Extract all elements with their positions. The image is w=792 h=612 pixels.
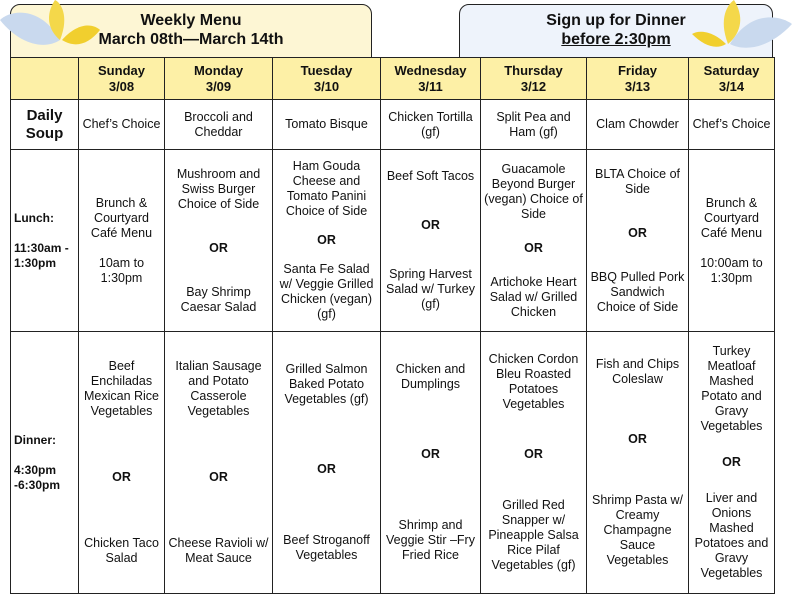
leaf-decoration-icon xyxy=(0,0,110,62)
lunch-option-a: BLTA Choice of Side xyxy=(595,166,680,196)
day-header-row xyxy=(11,58,775,100)
or-separator: OR xyxy=(628,225,647,240)
dinner-option-b: Liver and Onions Mashed Potatoes and Gravy Vegetables xyxy=(694,490,769,580)
dinner-cell xyxy=(165,332,273,594)
menu-date-range: March 08th—March 14th xyxy=(98,31,284,48)
soup-cell: Chef’s Choice xyxy=(79,100,165,150)
day-header: Thursday 3/12 xyxy=(481,58,587,100)
lunch-option-b: Bay Shrimp Caesar Salad xyxy=(180,284,257,314)
leaf-decoration-icon xyxy=(690,0,792,62)
or-separator: OR xyxy=(722,454,741,469)
lunch-option-a: Mushroom and Swiss Burger Choice of Side xyxy=(176,166,261,211)
day-header: Monday 3/09 xyxy=(165,58,273,100)
soup-cell: Clam Chowder xyxy=(587,100,689,150)
dinner-option-b: Shrimp and Veggie Stir –Fry Fried Rice xyxy=(386,518,475,563)
dinner-option-a: Chicken Cordon Bleu Roasted Potatoes Vegetables xyxy=(488,351,579,411)
dinner-cell xyxy=(79,332,165,594)
lunch-option-a: Guacamole Beyond Burger (vegan) Choice of Side xyxy=(484,161,583,221)
soup-cell: Split Pea and Ham (gf) xyxy=(481,100,587,150)
day-header: Tuesday 3/10 xyxy=(273,58,381,100)
or-separator: OR xyxy=(209,469,228,484)
or-separator: OR xyxy=(317,233,336,247)
signup-deadline: before 2:30pm xyxy=(561,31,671,48)
dinner-option-a: Beef Enchiladas Mexican Rice Vegetables xyxy=(83,359,160,419)
menu-title: Weekly Menu xyxy=(140,12,242,29)
soup-row-label: Daily Soup xyxy=(11,100,79,150)
soup-cell: Broccoli and Cheddar xyxy=(165,100,273,150)
dinner-row xyxy=(11,332,775,594)
lunch-row-label: Lunch: 11:30am - 1:30pm xyxy=(11,150,79,332)
dinner-option-b: Cheese Ravioli w/ Meat Sauce xyxy=(168,535,269,565)
dinner-option-b: Shrimp Pasta w/ Creamy Champagne Sauce Vegetables xyxy=(591,493,683,568)
lunch-row xyxy=(11,150,775,332)
lunch-option-b: Santa Fe Salad w/ Veggie Grilled Chicken (vegan) (gf) xyxy=(279,262,374,321)
day-header: Wednesday 3/11 xyxy=(381,58,481,100)
dinner-option-a: Grilled Salmon Baked Potato Vegetables (gf) xyxy=(284,361,369,406)
lunch-cell xyxy=(481,150,587,332)
lunch-cell xyxy=(689,150,775,332)
lunch-option-a: Beef Soft Tacos xyxy=(386,169,475,183)
dinner-row-label: Dinner: 4:30pm -6:30pm xyxy=(11,332,79,594)
lunch-option-a: Brunch & Courtyard Café Menu xyxy=(90,195,153,240)
or-separator: OR xyxy=(524,240,543,255)
soup-row xyxy=(11,100,775,150)
soup-cell: Chef’s Choice xyxy=(689,100,775,150)
dinner-cell xyxy=(587,332,689,594)
dinner-option-b: Chicken Taco Salad xyxy=(84,535,159,565)
dinner-option-a: Italian Sausage and Potato Casserole Vegetables xyxy=(175,359,262,419)
or-separator: OR xyxy=(112,469,131,484)
day-header: Friday 3/13 xyxy=(587,58,689,100)
dinner-cell xyxy=(273,332,381,594)
dinner-cell xyxy=(481,332,587,594)
lunch-cell xyxy=(381,150,481,332)
lunch-cell xyxy=(587,150,689,332)
dinner-cell xyxy=(689,332,775,594)
soup-cell: Tomato Bisque xyxy=(273,100,381,150)
or-separator: OR xyxy=(628,432,647,447)
lunch-option-b: Spring Harvest Salad w/ Turkey (gf) xyxy=(386,267,475,311)
lunch-cell xyxy=(79,150,165,332)
weekly-menu-table xyxy=(10,57,775,594)
day-header: Sunday 3/08 xyxy=(79,58,165,100)
lunch-option-a: Brunch & Courtyard Café Menu xyxy=(700,195,763,240)
or-separator: OR xyxy=(209,240,228,255)
dinner-option-a: Fish and Chips Coleslaw xyxy=(595,356,680,386)
or-separator: OR xyxy=(317,462,336,477)
signup-notice: Sign up for Dinner xyxy=(546,12,686,29)
lunch-option-b: BBQ Pulled Pork Sandwich Choice of Side xyxy=(590,269,685,314)
or-separator: OR xyxy=(524,447,543,462)
soup-cell: Chicken Tortilla (gf) xyxy=(381,100,481,150)
day-header: Saturday 3/14 xyxy=(689,58,775,100)
dinner-cell xyxy=(381,332,481,594)
lunch-cell xyxy=(165,150,273,332)
dinner-option-b: Beef Stroganoff Vegetables xyxy=(283,533,370,563)
dinner-option-a: Turkey Meatloaf Mashed Potato and Gravy Vegetables xyxy=(700,344,763,434)
lunch-option-b: Artichoke Heart Salad w/ Grilled Chicken xyxy=(489,274,578,319)
lunch-option-b: 10:00am to 1:30pm xyxy=(700,255,763,285)
or-separator: OR xyxy=(421,218,440,232)
lunch-option-b: 10am to 1:30pm xyxy=(98,255,145,285)
lunch-option-a: Ham Gouda Cheese and Tomato Panini Choice of Side xyxy=(285,159,368,218)
or-separator: OR xyxy=(421,447,440,462)
dinner-option-b: Grilled Red Snapper w/ Pineapple Salsa Rice Pilaf Vegetables (gf) xyxy=(488,498,579,573)
corner-cell xyxy=(11,58,79,100)
dinner-option-a: Chicken and Dumplings xyxy=(395,361,466,391)
lunch-cell xyxy=(273,150,381,332)
